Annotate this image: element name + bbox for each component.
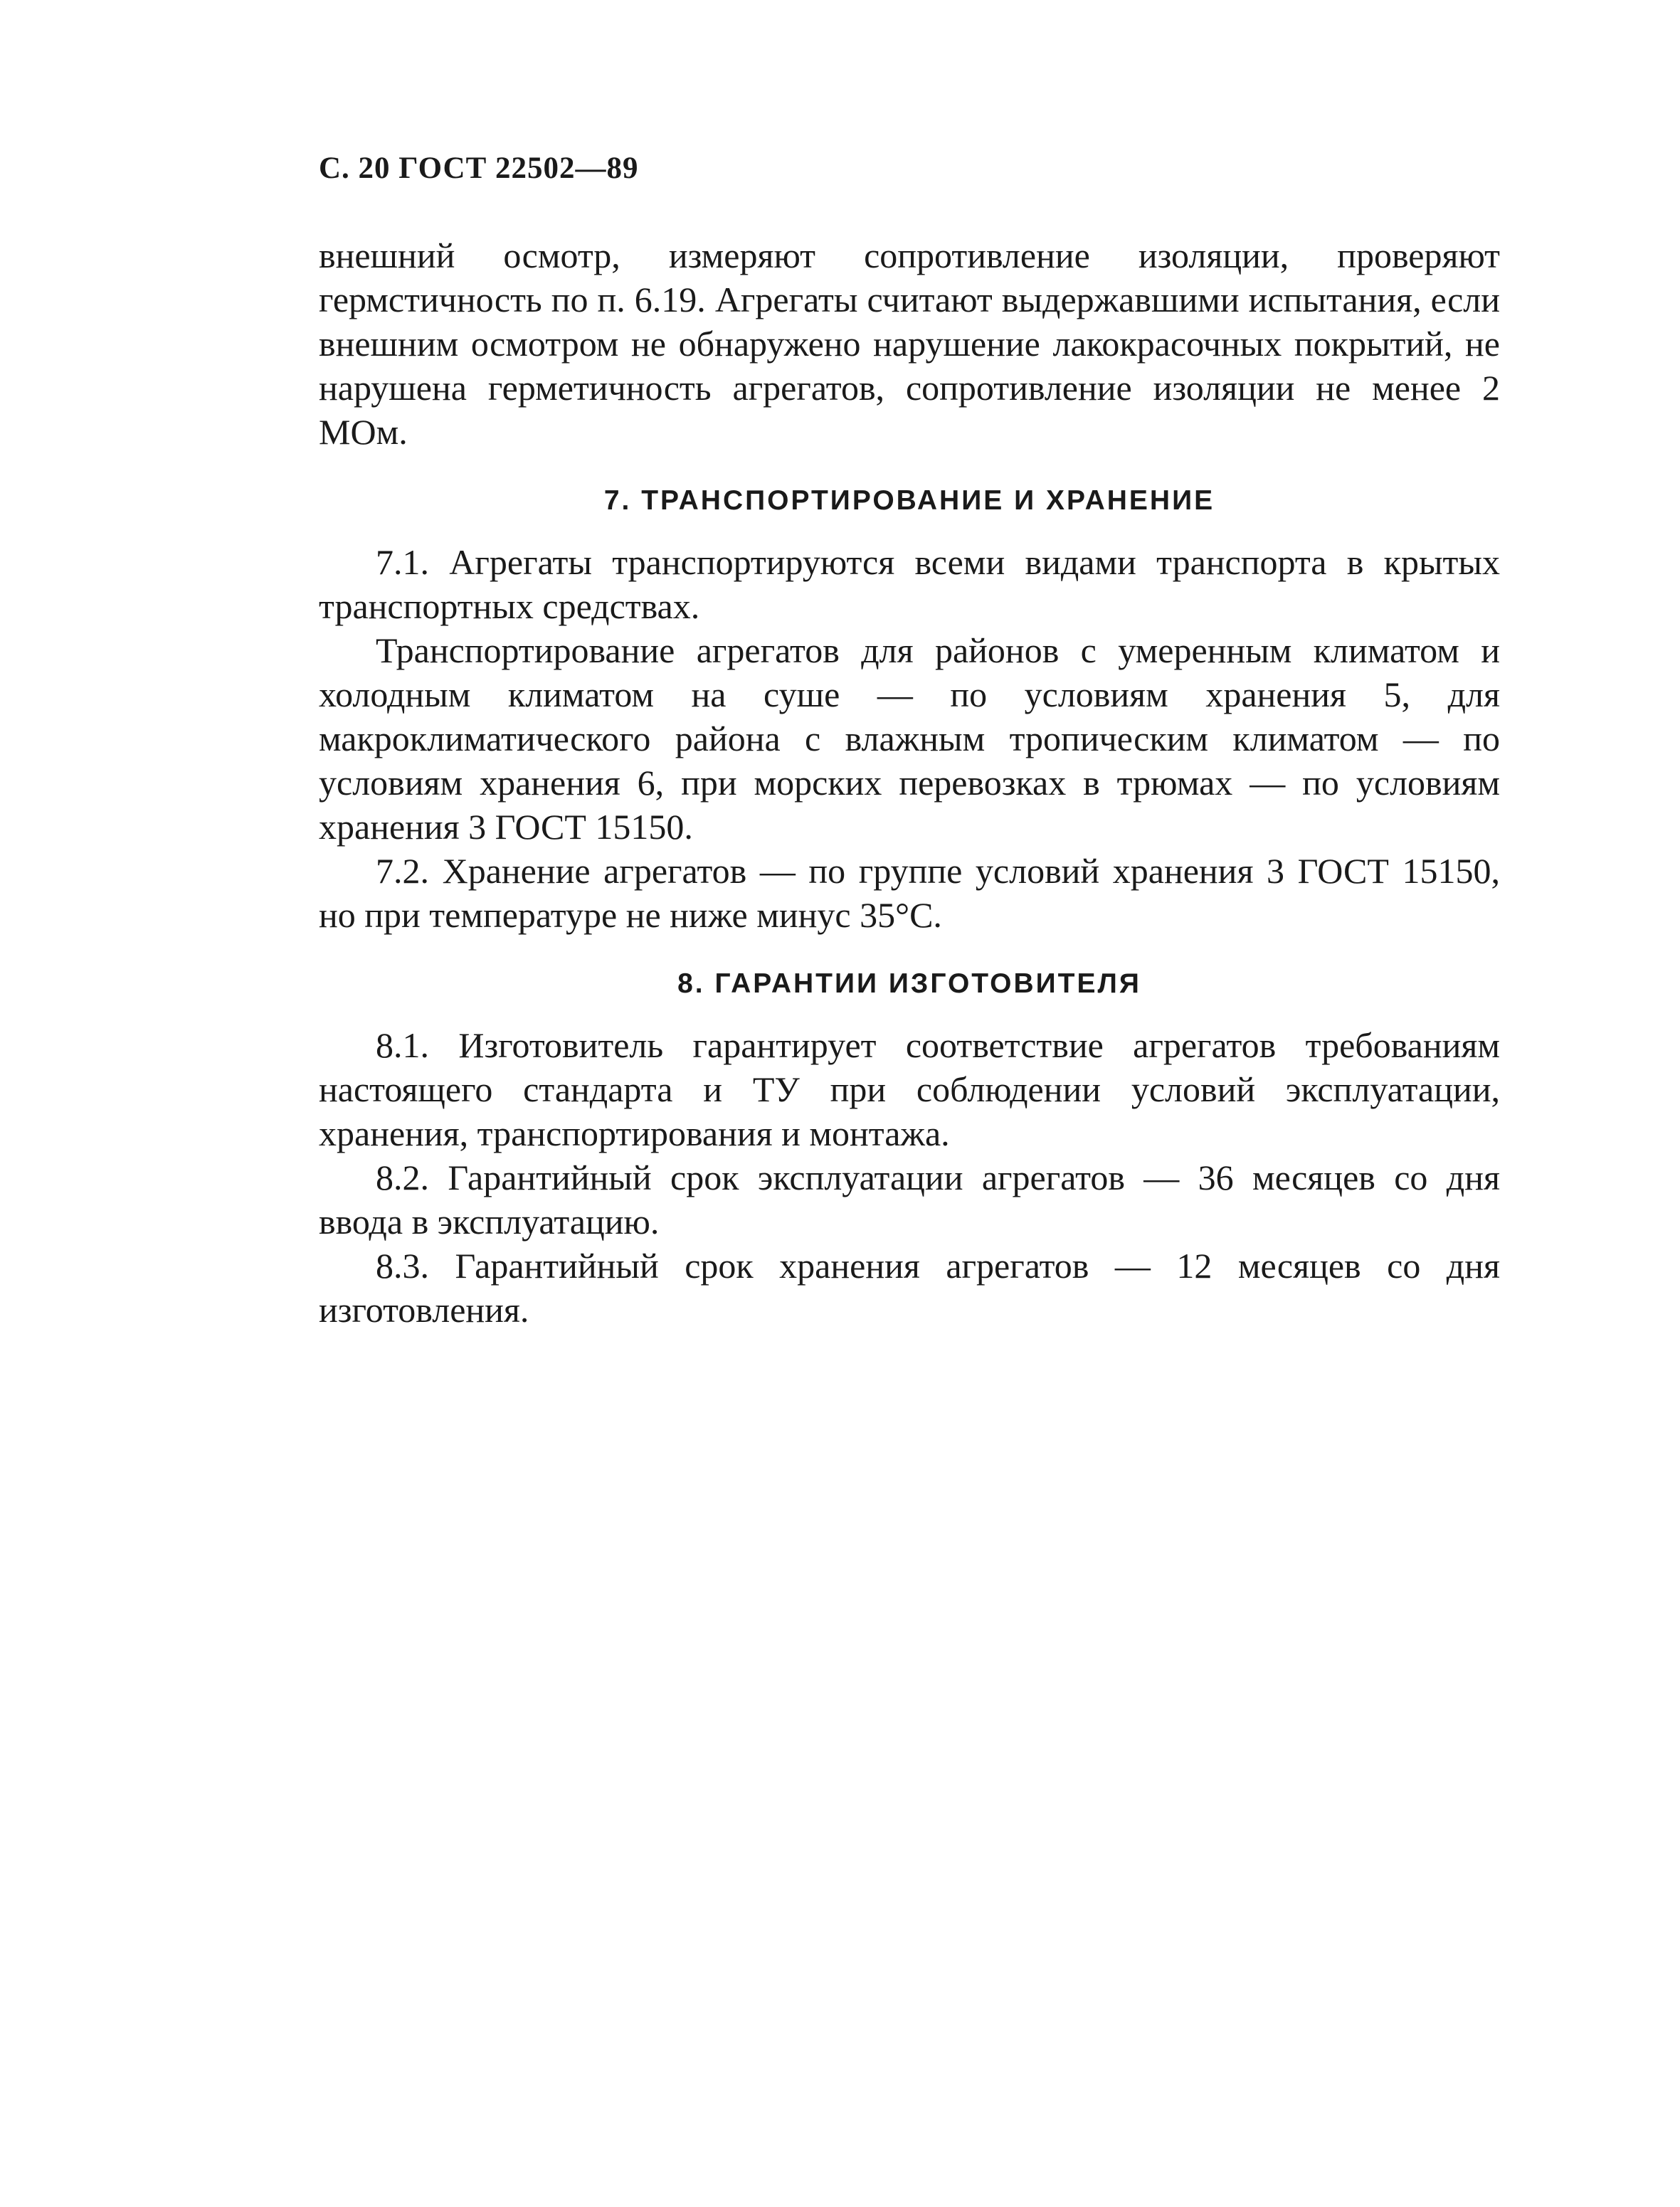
- section-title: 8. ГАРАНТИИ ИЗГОТОВИТЕЛЯ: [677, 968, 1141, 999]
- section-body: [319, 1023, 1500, 1332]
- section-8: [319, 970, 1500, 1332]
- continued-text-block: [319, 233, 1500, 454]
- section-7: [319, 487, 1500, 937]
- paragraph-7-1: 7.1. Агрегаты транспортируются всеми видами транспорта в крытых транспортных средствах.: [319, 542, 1500, 626]
- paragraph-transport-conditions: Транспортирование агрегатов для районов с умеренным климатом и холодным климатом на суше — по условиям хранения 5, для макроклиматического района с влажным тропическим климатом — по условиям хранения 6, при морских перевозках в трюмах — по условиям хранения 3 ГОСТ 15150.: [319, 630, 1500, 847]
- section-title: 7. ТРАНСПОРТИРОВАНИЕ И ХРАНЕНИЕ: [603, 485, 1215, 516]
- paragraph-7-2: 7.2. Хранение агрегатов — по группе условий хранения 3 ГОСТ 15150, но при температуре не ниже минус 35°С.: [319, 851, 1500, 935]
- running-head: С. 20 ГОСТ 22502—89: [319, 152, 639, 185]
- paragraph-8-1: 8.1. Изготовитель гарантирует соответствие агрегатов требованиям настоящего стандарта и ТУ при соблюдении условий эксплуатации, хранения, транспортирования и монтажа.: [319, 1025, 1500, 1153]
- paragraph-8-3: 8.3. Гарантийный срок хранения агрегатов — 12 месяцев со дня изготовления.: [319, 1246, 1500, 1330]
- continued-paragraph: внешний осмотр, измеряют сопротивление изоляции, проверяют гермстичность по п. 6.19. Агрегаты считают выдержавшими испытания, если внешним осмотром не обнаружено нарушение лакокрасочных покрытий, не нарушена герметичность агрегатов, сопротивление изоляции не менее 2 МОм.: [319, 235, 1500, 452]
- paragraph-8-2: 8.2. Гарантийный срок эксплуатации агрегатов — 36 месяцев со дня ввода в эксплуатацию.: [319, 1158, 1500, 1242]
- section-body: [319, 540, 1500, 937]
- document-page: [319, 153, 1500, 1332]
